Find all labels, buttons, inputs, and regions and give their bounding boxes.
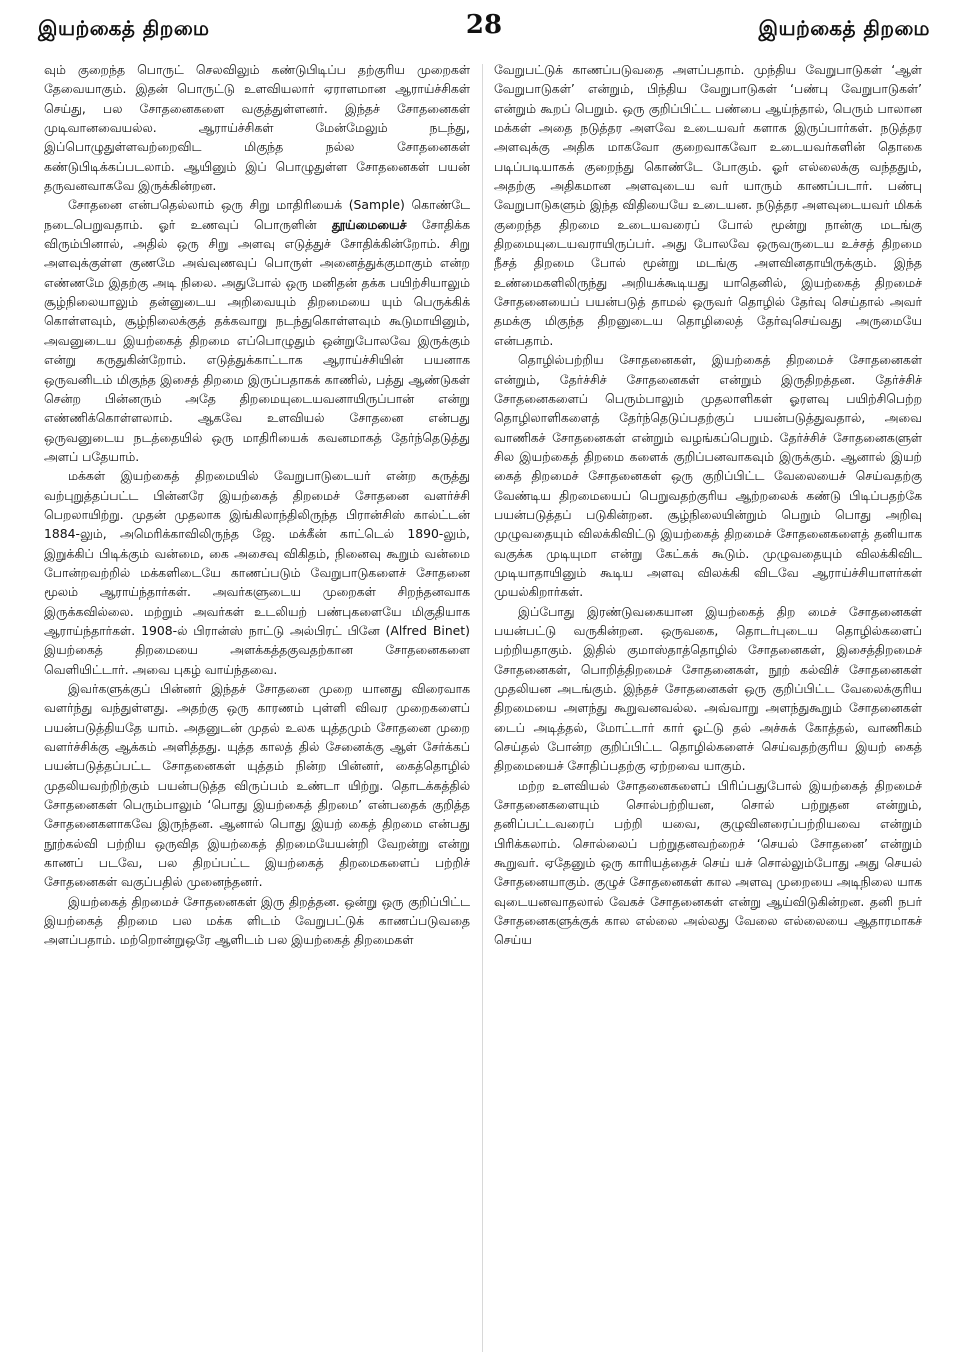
running-head: [38, 10, 930, 50]
column-divider: [482, 64, 483, 1352]
bold-text-run: தூய்மையைச்: [331, 216, 407, 232]
paragraph: இப்போது இரண்டுவகையான இயற்கைத் திற மைச் சோதனைகள் பயன்பட்டு வருகின்றன. ஒருவகை, தொடர்புடைய தொழில்களைப் பற்றியதாகும். இதில் குமாஸ்தாத்தொழில் சோதனைகள், இசைத்திறமைச் சோதனைகள், பொறித்திறமைச் சோதனைகள், நூற் கல்விச் சோதனைகள் முதலியன அடங்கும். இந்தச் சோதனைகள் ஒரு குறிப்பிட்ட வேலைக்குரிய திறமையை அளந்து கூறுவனவல்ல. அவ்வாறு அளந்துகூறும் சோதனைகள் டைப் அடித்தல், மோட்டார் கார் ஓட்டு தல் அச்சுக் கோத்தல், வாணிகம் செய்தல் போன்ற குறிப்பிட்ட தொழில்களைச் செய்வதற்குரிய இயற் கைத் திறமையைச் சோதிப்பதற்கு ஏற்றவை யாகும்.: [494, 603, 922, 774]
paragraph: வேறுபட்டுக் காணப்படுவதை அளப்பதாம். முந்திய வேறுபாடுகள் ‘ஆள் வேறுபாடுகள்’ என்றும், பிந்திய வேறுபாடுகள் ‘பண்பு வேறுபாடுகள்’ என்றும் கூறப் பெறும். ஒரு குறிப்பிட்ட பண்பை ஆய்ந்தால், பெரும் பாலான மக்கள் அதை நடுத்தர அளவே உடையவர் களாக இருப்பார்கள். நடுத்தர அளவுக்கு அதிக மாகவோ குறைவாகவோ உடையவர்களின் தொகை படிப்படியாகக் குறைந்து கொண்டே போகும். ஓர் எல்லைக்கு வந்ததும், அதற்கு அதிகமான அளவுடைய வர் யாரும் காணப்படார். பண்பு வேறுபாடுகளும் இந்த விதியையே உடையன. நடுத்தர அளவுடையவர் மிகக் குறைந்த திறமை உடையவரைப் போல் மூன்று நான்கு மடங்கு திறமையுடையவராயிருப்பர். அது போலவே ஒருவருடைய உச்சத் திறமை நீசத் திறமை போல் மூன்று மடங்கு அளவினதாயிருக்கும். இந்த உண்மைகளிலிருந்து அறியக்கூடியது யாதெனில், இயற்கைத் திறமைச் சோதனையைப் பயன்படுத் தாமல் ஒருவர் தொழில் தேர்வு செய்தால் அவர் தமக்கு மிகுந்த திறனுடைய தொழிலைத் தேர்வுசெய்வது அருமையே என்பதாம்.: [494, 62, 922, 348]
running-head-left-title: இயற்கைத் திறமை: [38, 16, 210, 40]
paragraph: மக்கள் இயற்கைத் திறமையில் வேறுபாடுடையர் என்ற கருத்து வற்புறுத்தப்பட்ட பின்னரே இயற்கைத் திறமைச் சோதனை வளர்ச்சி பெறலாயிற்று. முதன் முதலாக இங்கிலாந்திலிருந்த பிரான்சிஸ் கால்ட்டன் 1884-லும், அமெரிக்காவிலிருந்த ஜே. மக்கீன் காட்டெல் 1890-லும், இறுக்கிப் பிடிக்கும் வன்மை, கை அசைவு விகிதம், நினைவு கூறும் வன்மை போன்றவற்றில் மக்களிடையே காணப்படும் வேறுபாடுகளைச் சோதனை மூலம் ஆராய்ந்தார்கள். அவர்களுடைய முறைகள் சிறந்தனவாக இருக்கவில்லை. மற்றும் அவர்கள் உடலியற் பண்புகளையே மிகுதியாக ஆராய்ந்தார்கள். 1908-ல் பிரான்ஸ் நாட்டு அல்பிரட் பினே (Alfred Binet) இயற்கைத் திறமையை அளக்கத்தகுவதற்கான சோதனைகளை வெளியிட்டார். அவை புகழ் வாய்ந்தவை.: [44, 468, 470, 677]
paragraph: மற்ற உளவியல் சோதனைகளைப் பிரிப்பதுபோல் இயற்கைத் திறமைச் சோதனைகளையும் சொல்பற்றியன, சொல் பற்றுதன என்றும், தனிப்பட்டவரைப் பற்றி யவை, குழுவினரைப்பற்றியவை என்றும் பிரிக்கலாம். சொல்லைப் பற்றுதனவற்றைச் ‘செயல் சோதனை’ என்றும் கூறுவர். ஏதேனும் ஒரு காரியத்தைச் செய் யச் சொல்லும்போது அது செயல் சோதனையாகும். குழுச் சோதனைகள் கால அளவு முறையை அடிநிலை யாக வுடையனவாதலால் வேகச் சோதனைகள் என்று ஆய்விடுகின்றன. தனி நபர் சோதனைகளுக்குக் கால எல்லை அல்லது வேலை எல்லையை ஆதாரமாகச் செய்ய: [494, 777, 922, 948]
page-number: 28: [465, 10, 503, 40]
right-column: [494, 60, 922, 1352]
paragraph: இவர்களுக்குப் பின்னர் இந்தச் சோதனை முறை யானது விரைவாக வளர்ந்து வந்துள்ளது. அதற்கு ஒரு காரணம் புள்ளி விவர முறைகளைப் பயன்படுத்தியதே யாம். அதனுடன் முதல் உலக யுத்தமும் சோதனை முறை வளர்ச்சிக்கு ஆக்கம் அளித்தது. யுத்த காலத் தில் சேனைக்கு ஆள் சேர்க்கப் பயன்படுத்தப்பட்ட சோதனைகள் யுத்தம் நின்ற பின்னர், கைத்தொழில் முதலியவற்றிற்கும் பயன்படுத்த விருப்பம் உண்டா யிற்று. தொடக்கத்தில் சோதனைகள் பெரும்பாலும் ‘பொது இயற்கைத் திறமை’ என்பதைக் குறித்த சோதனைகளாகவே இருந்தன. ஆனால் பொது இயற் கைத் திறமை என்பது நூற்கல்வி பற்றிய ஒருவித இயற்கைத் திறமையேயன்றி வேறன்று என்று காணப் படவே, பல திறப்பட்ட இயற்கைத் திறமைகளைப் பற்றிச் சோதனைகள் வகுப்பதில் முனைந்தனர்.: [44, 681, 470, 890]
left-column: [44, 60, 470, 1352]
paragraph: தொழில்பற்றிய சோதனைகள், இயற்கைத் திறமைச் சோதனைகள் என்றும், தேர்ச்சிச் சோதனைகள் என்றும் இருதிறத்தன. தேர்ச்சிச் சோதனைகளைப் பெரும்பாலும் முதலாளிகள் ஓரளவு பயிற்சிபெற்ற தொழிலாளிகளைத் தேர்ந்தெடுப்பதற்குப் பயன்படுத்துவதால், அவை வாணிகச் சோதனைகள் என்றும் வழங்கப்பெறும். தேர்ச்சிச் சோதனைகளுள் சில இயற்கைத் திறமை களைக் குறிப்பனவாகவும் இருக்கும். ஆனால் இயற் கைத் திறமைச் சோதனைகள் ஒரு குறிப்பிட்ட வேலையைச் செய்வதற்கு வேண்டிய திறமையைப் பெறுவதற்குரிய ஆற்றலைக் கண்டு பிடிப்பதற்கே பயன்படுத்தப் படுகின்றன. சூழ்நிலையின்றும் பெறும் பொது அறிவு முழுவதையும் விலக்கிவிட்டு இயற்கைத் திறமைச் சோதனைகளைத் தனியாக வகுக்க முடியுமா என்று கேட்கக் கூடும். முழுவதையும் விலக்கிவிட முடியாதாயினும் கூடிய அளவு விலக்கி விடவே ஆராய்ச்சியாளர்கள் முயல்கிறார்கள்.: [494, 352, 922, 600]
text-run: சோதனை என்பதெல்லாம் ஒரு சிறு மாதிரியைக் (Sample) கொண்டே நடைபெறுவதாம். ஓர் உணவுப் பொருளின்: [44, 197, 470, 232]
text-run: சோதிக்க விரும்பினால், அதில் ஒரு சிறு அளவு எடுத்துச் சோதிக்கின்றோம். சிறு அளவுக்குள்ள குணமே அவ்வுணவுப் பொருள் அனைத்துக்குமாகும் என்ற எண்ணமே இதற்கு அடி நிலை. அதுபோல் ஒரு மனிதன் தக்க பயிற்சியாலும் சூழ்நிலையாலும் தன்னுடைய அறிவையும் திறமையை யும் பெருக்கிக் கொள்ளவும், சூழ்நிலைக்குத் தக்கவாறு நடந்துகொள்ளவும் கூடுமாயினும், அவனுடைய இயற்கைத் திறமை எப்பொழுதும் ஒன்றுபோலவே இருக்கும் என்று கருதுகின்றோம். எடுத்துக்காட்டாக ஆராய்ச்சியின் பயனாக ஒருவனிடம் மிகுந்த இசைத் திறமை இருப்பதாகக் காணில், பத்து ஆண்டுகள் சென்ற பின்னரும் அதே திறமையுடையவனாயிருப்பான் என்று எண்ணிக்கொள்ளலாம். ஆகவே உளவியல் சோதனை என்பது ஒருவனுடைய நடத்தையில் ஒரு மாதிரியைக் கவனமாகத் தேர்ந்தெடுத்து அளப் பதேயாம்.: [44, 216, 470, 464]
paragraph: இயற்கைத் திறமைச் சோதனைகள் இரு திறத்தன. ஒன்று ஒரு குறிப்பிட்ட இயற்கைத் திறமை பல மக்க ளிடம் வேறுபட்டுக் காணப்படுவதை அளப்பதாம். மற்றொன்றுஒரே ஆளிடம் பல இயற்கைத் திறமைகள்: [44, 893, 470, 948]
paragraph: [44, 195, 470, 466]
running-head-right-title: இயற்கைத் திறமை: [758, 16, 930, 40]
paragraph: வும் குறைந்த பொருட் செலவிலும் கண்டுபிடிப்ப தற்குரிய முறைகள் தேவையாகும். இதன் பொருட்டு உளவியலார் ஏராளமான ஆராய்ச்சிகள் செய்து, பல சோதனைகளை வகுத்துள்ளனர். இந்தச் சோதனைகள் முடிவானவையல்ல. ஆராய்ச்சிகள் மேன்மேலும் நடந்து, இப்பொழுதுள்ளவற்றைவிட மிகுந்த நல்ல சோதனைகள் கண்டுபிடிக்கப்படலாம். ஆயினும் இப் பொழுதுள்ள சோதனைகள் பயன் தருவனவாகவே இருக்கின்றன.: [44, 62, 470, 194]
